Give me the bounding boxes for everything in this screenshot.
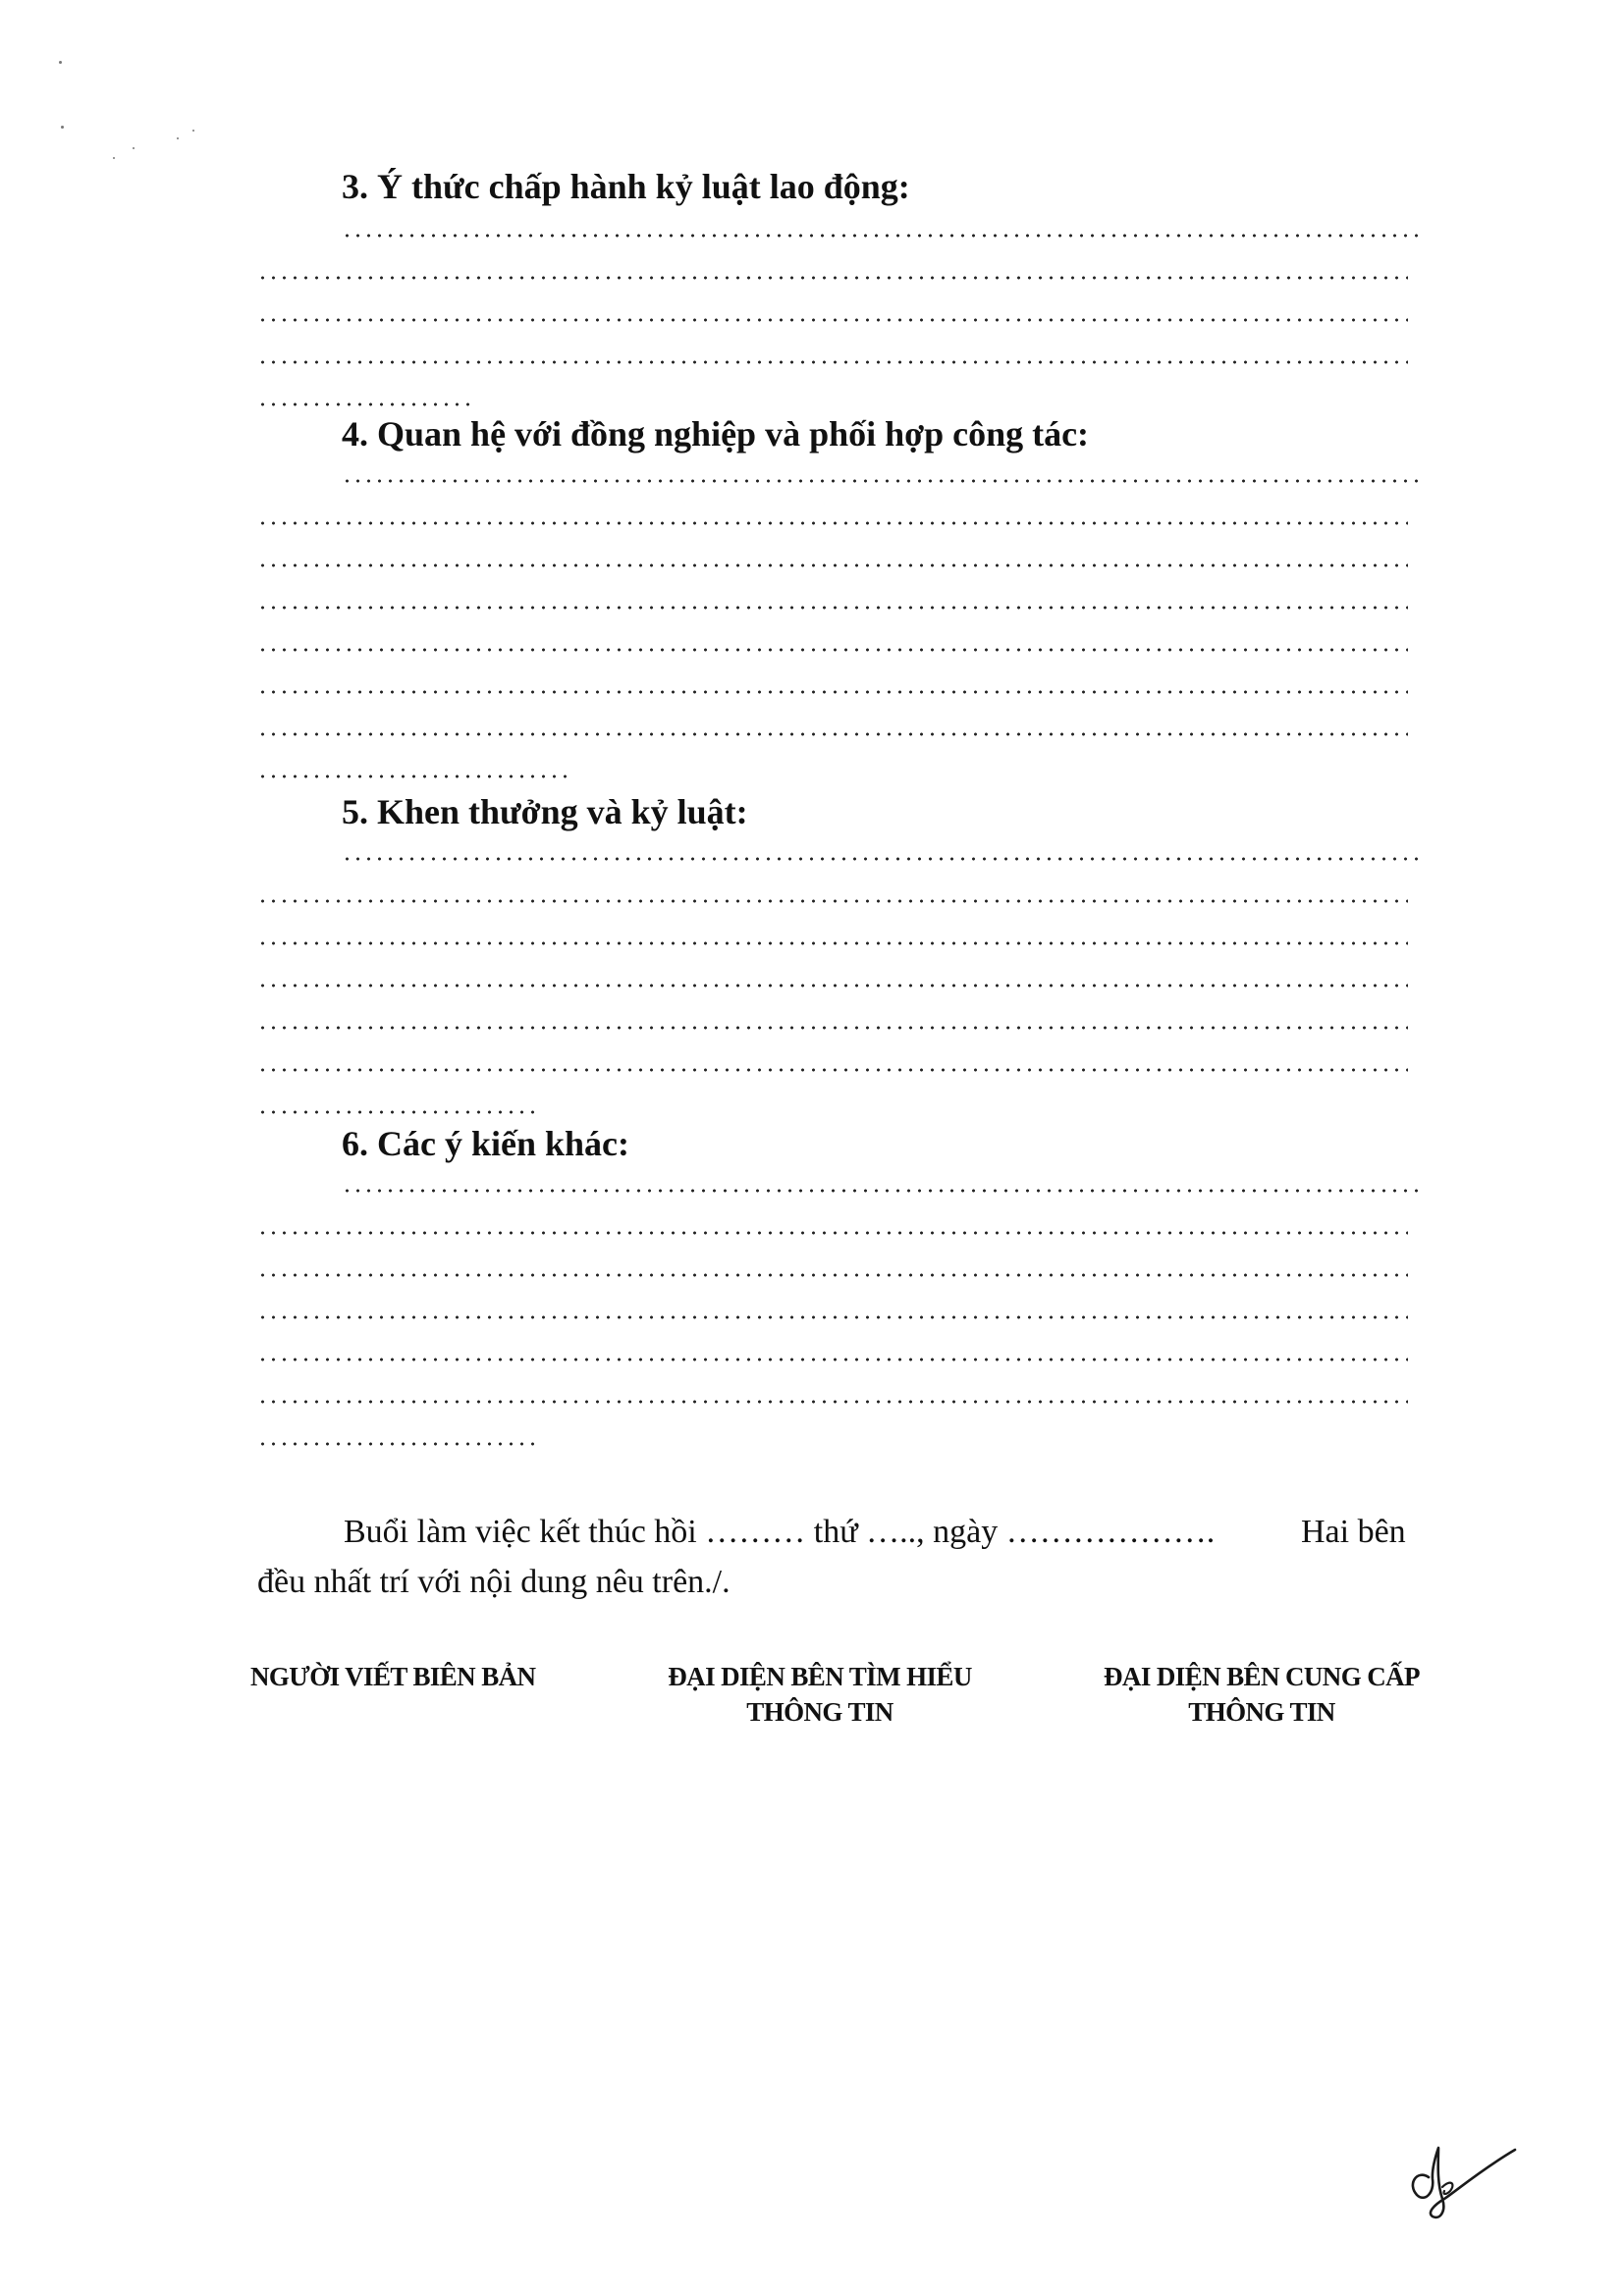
scan-speck xyxy=(133,147,135,149)
section-heading-6: 6. Các ý kiến khác: xyxy=(342,1124,630,1163)
scan-speck xyxy=(113,157,115,159)
dotted-line xyxy=(257,1273,1408,1277)
dotted-line xyxy=(257,1400,1408,1404)
closing-line-1: Buổi làm việc kết thúc hồi ……… thứ ….., ngày ………………. xyxy=(344,1514,1216,1550)
dotted-line xyxy=(257,276,1408,280)
provider-title-line1: ĐẠI DIỆN BÊN CUNG CẤP xyxy=(1104,1662,1420,1691)
dotted-line xyxy=(257,1026,1408,1030)
dotted-line xyxy=(257,984,1408,988)
dotted-line xyxy=(257,732,1408,736)
dotted-line xyxy=(257,774,573,778)
dotted-line xyxy=(342,857,1418,861)
writer-title: NGƯỜI VIẾT BIÊN BẢN xyxy=(250,1662,536,1691)
dotted-line xyxy=(257,606,1408,610)
closing-line-1-end: Hai bên xyxy=(1301,1514,1406,1550)
dotted-line xyxy=(257,563,1408,567)
dotted-line xyxy=(342,1189,1418,1193)
scan-speck xyxy=(61,126,64,129)
signature-title-writer xyxy=(250,1659,584,1694)
dotted-line xyxy=(257,360,1408,364)
section-heading-4: 4. Quan hệ với đồng nghiệp và phối hợp công tác: xyxy=(342,414,1090,454)
dotted-line xyxy=(257,690,1408,694)
dotted-line xyxy=(257,521,1408,525)
dotted-line xyxy=(257,1442,542,1446)
dotted-line xyxy=(257,1231,1408,1235)
dotted-line xyxy=(257,899,1408,903)
dotted-line xyxy=(257,1358,1408,1362)
scan-speck xyxy=(59,61,62,64)
dotted-line xyxy=(257,402,471,406)
dotted-line xyxy=(257,941,1408,945)
dotted-line xyxy=(257,648,1408,652)
dotted-line xyxy=(342,479,1418,483)
handwritten-initial xyxy=(1399,2130,1527,2228)
scan-speck xyxy=(177,137,179,139)
closing-line-2: đều nhất trí với nội dung nêu trên./. xyxy=(257,1564,731,1600)
signature-title-seeker xyxy=(628,1659,1011,1730)
section-heading-5: 5. Khen thưởng và kỷ luật: xyxy=(342,792,748,831)
dotted-line xyxy=(257,318,1408,322)
provider-title-line2: THÔNG TIN xyxy=(1188,1697,1335,1727)
dotted-line xyxy=(257,1315,1408,1319)
seeker-title-line1: ĐẠI DIỆN BÊN TÌM HIỂU xyxy=(668,1662,972,1691)
dotted-line xyxy=(257,1068,1408,1072)
dotted-line xyxy=(257,1110,542,1114)
dotted-line xyxy=(342,234,1418,238)
section-heading-3: 3. Ý thức chấp hành kỷ luật lao động: xyxy=(342,167,910,206)
seeker-title-line2: THÔNG TIN xyxy=(746,1697,893,1727)
signature-title-provider xyxy=(1065,1659,1458,1730)
scan-speck xyxy=(192,130,194,132)
